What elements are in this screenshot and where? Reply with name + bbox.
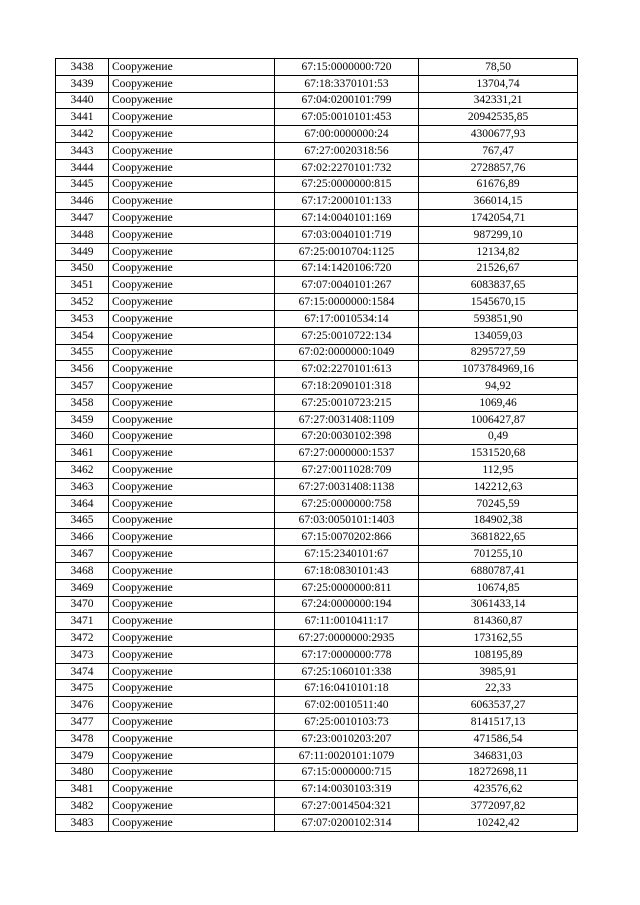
cadastral-value-cell: 987299,10 [419, 226, 578, 243]
row-number-cell: 3482 [56, 798, 109, 815]
row-number-cell: 3448 [56, 226, 109, 243]
table-row [56, 562, 578, 579]
table-row [56, 781, 578, 798]
table-row [56, 613, 578, 630]
object-type-cell: Сооружение [109, 445, 275, 462]
row-number-cell: 3460 [56, 428, 109, 445]
row-number-cell: 3450 [56, 260, 109, 277]
cadastral-number-cell: 67:04:0200101:799 [275, 92, 419, 109]
table-row [56, 462, 578, 479]
table-row [56, 159, 578, 176]
cadastral-value-cell: 22,33 [419, 680, 578, 697]
cadastral-number-cell: 67:20:0030102:398 [275, 428, 419, 445]
row-number-cell: 3465 [56, 512, 109, 529]
row-number-cell: 3478 [56, 730, 109, 747]
cadastral-value-cell: 471586,54 [419, 730, 578, 747]
row-number-cell: 3447 [56, 210, 109, 227]
row-number-cell: 3481 [56, 781, 109, 798]
object-type-cell: Сооружение [109, 781, 275, 798]
row-number-cell: 3445 [56, 176, 109, 193]
row-number-cell: 3466 [56, 529, 109, 546]
row-number-cell: 3476 [56, 697, 109, 714]
row-number-cell: 3456 [56, 361, 109, 378]
row-number-cell: 3438 [56, 59, 109, 76]
cadastral-number-cell: 67:17:0010534:14 [275, 310, 419, 327]
row-number-cell: 3455 [56, 344, 109, 361]
table-row [56, 142, 578, 159]
cadastral-number-cell: 67:27:0014504:321 [275, 798, 419, 815]
cadastral-number-cell: 67:25:0000000:758 [275, 495, 419, 512]
cadastral-number-cell: 67:24:0000000:194 [275, 596, 419, 613]
table-row [56, 327, 578, 344]
cadastral-number-cell: 67:25:0000000:815 [275, 176, 419, 193]
cadastral-number-cell: 67:25:0010103:73 [275, 714, 419, 731]
cadastral-number-cell: 67:15:2340101:67 [275, 546, 419, 563]
object-type-cell: Сооружение [109, 596, 275, 613]
object-type-cell: Сооружение [109, 142, 275, 159]
cadastral-value-cell: 184902,38 [419, 512, 578, 529]
object-type-cell: Сооружение [109, 59, 275, 76]
cadastral-value-cell: 13704,74 [419, 75, 578, 92]
table-row [56, 92, 578, 109]
table-row [56, 546, 578, 563]
row-number-cell: 3475 [56, 680, 109, 697]
cadastral-value-cell: 3985,91 [419, 663, 578, 680]
table-row [56, 814, 578, 831]
row-number-cell: 3462 [56, 462, 109, 479]
object-type-cell: Сооружение [109, 210, 275, 227]
object-type-cell: Сооружение [109, 159, 275, 176]
registry-table-body [56, 59, 578, 832]
table-row [56, 126, 578, 143]
object-type-cell: Сооружение [109, 394, 275, 411]
cadastral-value-cell: 0,49 [419, 428, 578, 445]
cadastral-number-cell: 67:27:0031408:1138 [275, 478, 419, 495]
row-number-cell: 3444 [56, 159, 109, 176]
table-row [56, 714, 578, 731]
row-number-cell: 3439 [56, 75, 109, 92]
row-number-cell: 3451 [56, 277, 109, 294]
cadastral-value-cell: 20942535,85 [419, 109, 578, 126]
row-number-cell: 3472 [56, 630, 109, 647]
table-row [56, 680, 578, 697]
row-number-cell: 3467 [56, 546, 109, 563]
row-number-cell: 3461 [56, 445, 109, 462]
cadastral-number-cell: 67:15:0000000:1584 [275, 294, 419, 311]
table-row [56, 193, 578, 210]
table-row [56, 361, 578, 378]
cadastral-value-cell: 1545670,15 [419, 294, 578, 311]
object-type-cell: Сооружение [109, 126, 275, 143]
cadastral-number-cell: 67:17:0000000:778 [275, 646, 419, 663]
row-number-cell: 3446 [56, 193, 109, 210]
cadastral-number-cell: 67:27:0031408:1109 [275, 411, 419, 428]
table-row [56, 445, 578, 462]
row-number-cell: 3453 [56, 310, 109, 327]
object-type-cell: Сооружение [109, 697, 275, 714]
object-type-cell: Сооружение [109, 243, 275, 260]
object-type-cell: Сооружение [109, 277, 275, 294]
object-type-cell: Сооружение [109, 462, 275, 479]
cadastral-value-cell: 12134,82 [419, 243, 578, 260]
cadastral-number-cell: 67:15:0000000:715 [275, 764, 419, 781]
cadastral-number-cell: 67:15:0070202:866 [275, 529, 419, 546]
table-row [56, 176, 578, 193]
cadastral-number-cell: 67:18:0830101:43 [275, 562, 419, 579]
object-type-cell: Сооружение [109, 428, 275, 445]
cadastral-number-cell: 67:11:0020101:1079 [275, 747, 419, 764]
cadastral-number-cell: 67:00:0000000:24 [275, 126, 419, 143]
cadastral-number-cell: 67:25:0010722:134 [275, 327, 419, 344]
object-type-cell: Сооружение [109, 361, 275, 378]
object-type-cell: Сооружение [109, 747, 275, 764]
table-row [56, 798, 578, 815]
table-row [56, 378, 578, 395]
cadastral-value-cell: 10674,85 [419, 579, 578, 596]
table-row [56, 529, 578, 546]
row-number-cell: 3480 [56, 764, 109, 781]
row-number-cell: 3449 [56, 243, 109, 260]
table-row [56, 243, 578, 260]
object-type-cell: Сооружение [109, 478, 275, 495]
cadastral-value-cell: 112,95 [419, 462, 578, 479]
cadastral-value-cell: 1069,46 [419, 394, 578, 411]
table-row [56, 646, 578, 663]
object-type-cell: Сооружение [109, 546, 275, 563]
table-row [56, 310, 578, 327]
table-row [56, 663, 578, 680]
cadastral-value-cell: 593851,90 [419, 310, 578, 327]
table-row [56, 109, 578, 126]
table-row [56, 428, 578, 445]
cadastral-value-cell: 8295727,59 [419, 344, 578, 361]
cadastral-value-cell: 3061433,14 [419, 596, 578, 613]
cadastral-number-cell: 67:25:0010723:215 [275, 394, 419, 411]
cadastral-value-cell: 1073784969,16 [419, 361, 578, 378]
row-number-cell: 3463 [56, 478, 109, 495]
cadastral-value-cell: 342331,21 [419, 92, 578, 109]
cadastral-value-cell: 6083837,65 [419, 277, 578, 294]
object-type-cell: Сооружение [109, 193, 275, 210]
row-number-cell: 3443 [56, 142, 109, 159]
object-type-cell: Сооружение [109, 495, 275, 512]
object-type-cell: Сооружение [109, 226, 275, 243]
object-type-cell: Сооружение [109, 562, 275, 579]
cadastral-value-cell: 346831,03 [419, 747, 578, 764]
row-number-cell: 3459 [56, 411, 109, 428]
cadastral-value-cell: 108195,89 [419, 646, 578, 663]
object-type-cell: Сооружение [109, 646, 275, 663]
cadastral-number-cell: 67:16:0410101:18 [275, 680, 419, 697]
cadastral-value-cell: 423576,62 [419, 781, 578, 798]
cadastral-value-cell: 21526,67 [419, 260, 578, 277]
row-number-cell: 3477 [56, 714, 109, 731]
table-row [56, 260, 578, 277]
cadastral-value-cell: 18272698,11 [419, 764, 578, 781]
table-row [56, 512, 578, 529]
table-row [56, 596, 578, 613]
row-number-cell: 3471 [56, 613, 109, 630]
cadastral-number-cell: 67:02:2270101:613 [275, 361, 419, 378]
cadastral-number-cell: 67:07:0040101:267 [275, 277, 419, 294]
table-row [56, 478, 578, 495]
cadastral-number-cell: 67:27:0000000:1537 [275, 445, 419, 462]
cadastral-value-cell: 2728857,76 [419, 159, 578, 176]
cadastral-number-cell: 67:05:0010101:453 [275, 109, 419, 126]
cadastral-number-cell: 67:03:0040101:719 [275, 226, 419, 243]
object-type-cell: Сооружение [109, 630, 275, 647]
object-type-cell: Сооружение [109, 663, 275, 680]
table-row [56, 747, 578, 764]
row-number-cell: 3452 [56, 294, 109, 311]
object-type-cell: Сооружение [109, 764, 275, 781]
cadastral-value-cell: 61676,89 [419, 176, 578, 193]
object-type-cell: Сооружение [109, 579, 275, 596]
cadastral-value-cell: 173162,55 [419, 630, 578, 647]
cadastral-value-cell: 814360,87 [419, 613, 578, 630]
cadastral-number-cell: 67:02:0000000:1049 [275, 344, 419, 361]
row-number-cell: 3441 [56, 109, 109, 126]
cadastral-number-cell: 67:02:2270101:732 [275, 159, 419, 176]
table-row [56, 277, 578, 294]
object-type-cell: Сооружение [109, 378, 275, 395]
object-type-cell: Сооружение [109, 260, 275, 277]
object-type-cell: Сооружение [109, 310, 275, 327]
row-number-cell: 3458 [56, 394, 109, 411]
object-type-cell: Сооружение [109, 411, 275, 428]
table-row [56, 59, 578, 76]
table-row [56, 730, 578, 747]
row-number-cell: 3474 [56, 663, 109, 680]
object-type-cell: Сооружение [109, 680, 275, 697]
cadastral-number-cell: 67:14:0030103:319 [275, 781, 419, 798]
cadastral-number-cell: 67:27:0000000:2935 [275, 630, 419, 647]
cadastral-value-cell: 142212,63 [419, 478, 578, 495]
cadastral-number-cell: 67:03:0050101:1403 [275, 512, 419, 529]
row-number-cell: 3464 [56, 495, 109, 512]
cadastral-value-cell: 78,50 [419, 59, 578, 76]
row-number-cell: 3470 [56, 596, 109, 613]
object-type-cell: Сооружение [109, 730, 275, 747]
table-row [56, 75, 578, 92]
table-row [56, 764, 578, 781]
cadastral-number-cell: 67:02:0010511:40 [275, 697, 419, 714]
row-number-cell: 3454 [56, 327, 109, 344]
table-row [56, 579, 578, 596]
cadastral-value-cell: 4300677,93 [419, 126, 578, 143]
cadastral-value-cell: 767,47 [419, 142, 578, 159]
cadastral-number-cell: 67:25:0010704:1125 [275, 243, 419, 260]
registry-table [55, 58, 578, 832]
table-row [56, 495, 578, 512]
cadastral-number-cell: 67:14:1420106:720 [275, 260, 419, 277]
table-row [56, 344, 578, 361]
table-row [56, 294, 578, 311]
object-type-cell: Сооружение [109, 294, 275, 311]
object-type-cell: Сооружение [109, 109, 275, 126]
cadastral-number-cell: 67:15:0000000:720 [275, 59, 419, 76]
cadastral-number-cell: 67:25:0000000:811 [275, 579, 419, 596]
cadastral-value-cell: 6063537,27 [419, 697, 578, 714]
table-row [56, 210, 578, 227]
object-type-cell: Сооружение [109, 176, 275, 193]
cadastral-number-cell: 67:23:0010203:207 [275, 730, 419, 747]
cadastral-value-cell: 6880787,41 [419, 562, 578, 579]
cadastral-number-cell: 67:27:0011028:709 [275, 462, 419, 479]
cadastral-value-cell: 1742054,71 [419, 210, 578, 227]
cadastral-number-cell: 67:25:1060101:338 [275, 663, 419, 680]
object-type-cell: Сооружение [109, 92, 275, 109]
cadastral-value-cell: 701255,10 [419, 546, 578, 563]
cadastral-number-cell: 67:17:2000101:133 [275, 193, 419, 210]
cadastral-value-cell: 1006427,87 [419, 411, 578, 428]
object-type-cell: Сооружение [109, 75, 275, 92]
cadastral-value-cell: 366014,15 [419, 193, 578, 210]
cadastral-value-cell: 1531520,68 [419, 445, 578, 462]
cadastral-number-cell: 67:27:0020318:56 [275, 142, 419, 159]
cadastral-number-cell: 67:11:0010411:17 [275, 613, 419, 630]
object-type-cell: Сооружение [109, 814, 275, 831]
cadastral-number-cell: 67:18:3370101:53 [275, 75, 419, 92]
object-type-cell: Сооружение [109, 613, 275, 630]
table-row [56, 226, 578, 243]
cadastral-value-cell: 3681822,65 [419, 529, 578, 546]
cadastral-value-cell: 3772097,82 [419, 798, 578, 815]
object-type-cell: Сооружение [109, 327, 275, 344]
row-number-cell: 3457 [56, 378, 109, 395]
cadastral-number-cell: 67:07:0200102:314 [275, 814, 419, 831]
table-row [56, 394, 578, 411]
object-type-cell: Сооружение [109, 344, 275, 361]
table-row [56, 630, 578, 647]
cadastral-value-cell: 134059,03 [419, 327, 578, 344]
table-row [56, 697, 578, 714]
object-type-cell: Сооружение [109, 798, 275, 815]
row-number-cell: 3468 [56, 562, 109, 579]
row-number-cell: 3483 [56, 814, 109, 831]
row-number-cell: 3473 [56, 646, 109, 663]
cadastral-value-cell: 94,92 [419, 378, 578, 395]
cadastral-value-cell: 10242,42 [419, 814, 578, 831]
cadastral-number-cell: 67:14:0040101:169 [275, 210, 419, 227]
cadastral-value-cell: 8141517,13 [419, 714, 578, 731]
object-type-cell: Сооружение [109, 512, 275, 529]
row-number-cell: 3442 [56, 126, 109, 143]
row-number-cell: 3479 [56, 747, 109, 764]
row-number-cell: 3440 [56, 92, 109, 109]
object-type-cell: Сооружение [109, 529, 275, 546]
object-type-cell: Сооружение [109, 714, 275, 731]
table-row [56, 411, 578, 428]
cadastral-number-cell: 67:18:2090101:318 [275, 378, 419, 395]
row-number-cell: 3469 [56, 579, 109, 596]
cadastral-value-cell: 70245,59 [419, 495, 578, 512]
